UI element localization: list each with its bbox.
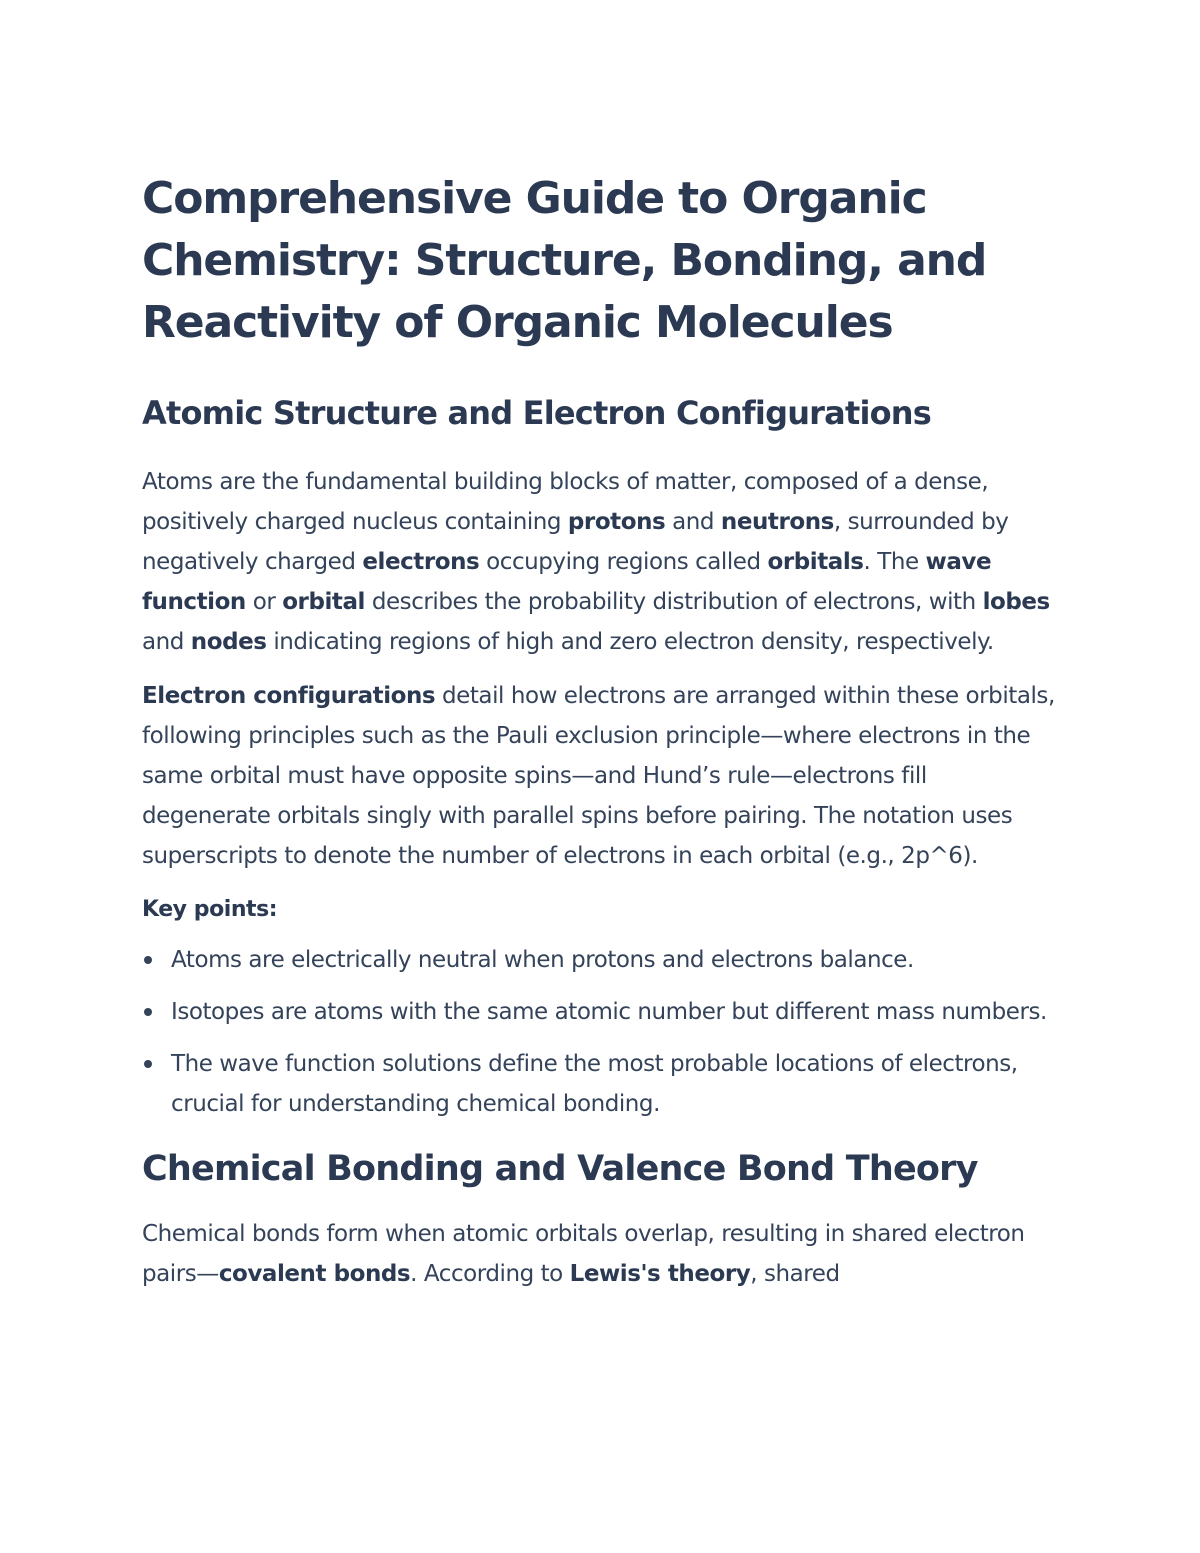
term-covalent-bonds: covalent bonds: [218, 1261, 411, 1287]
term-neutrons: neutrons: [720, 509, 834, 535]
term-orbital: orbital: [282, 589, 365, 615]
list-item: Isotopes are atoms with the same atomic number but different mass numbers.: [142, 992, 1062, 1032]
list-item: Atoms are electrically neutral when protons and electrons balance.: [142, 940, 1062, 980]
term-electrons: electrons: [362, 549, 480, 575]
term-electron-configurations: Electron configurations: [142, 683, 436, 709]
bullet-icon: [144, 1008, 152, 1016]
section-heading-atomic-structure: Atomic Structure and Electron Configurations: [142, 394, 932, 432]
document-title: Comprehensive Guide to Organic Chemistry: Structure, Bonding, and Reactivity of Organic Molecules: [142, 173, 987, 348]
document-page: [142, 168, 1062, 1294]
bullet-icon: [144, 956, 152, 964]
key-points-label: Key points:: [142, 897, 278, 922]
section-heading-chemical-bonding: Chemical Bonding and Valence Bond Theory: [142, 1149, 978, 1189]
bullet-icon: [144, 1060, 152, 1068]
term-wave-function: wave function: [142, 549, 992, 615]
term-protons: protons: [567, 509, 666, 535]
paragraph-electron-configurations: Electron configurations detail how electrons are arranged within these orbitals, following principles such as the Pauli exclusion principle—where electrons in the same orbital must have opposite spins—and Hund’s rule—electrons fill degenerate orbitals singly with parallel spins before pairing. The notation uses superscripts to denote the number of electrons in each orbital (e.g., 2p^6).: [142, 683, 1055, 869]
key-points-list: [142, 940, 1062, 1124]
term-lobes: lobes: [982, 589, 1050, 615]
term-lewis-theory: Lewis's theory: [569, 1261, 751, 1287]
paragraph-atoms: Atoms are the fundamental building blocks of matter, composed of a dense, positively charged nucleus containing protons and neutrons, surrounded by negatively charged electrons occupying regions called orbitals. The wave function or orbital describes the probability distribution of electrons, with lobes and nodes indicating regions of high and zero electron density, respectively.: [142, 469, 1050, 655]
term-nodes: nodes: [190, 629, 267, 655]
term-orbitals: orbitals: [767, 549, 864, 575]
list-item: The wave function solutions define the most probable locations of electrons, crucial for understanding chemical bonding.: [142, 1044, 1062, 1124]
paragraph-chemical-bonds: Chemical bonds form when atomic orbitals overlap, resulting in shared electron pairs—covalent bonds. According to Lewis's theory, shared: [142, 1221, 1025, 1287]
